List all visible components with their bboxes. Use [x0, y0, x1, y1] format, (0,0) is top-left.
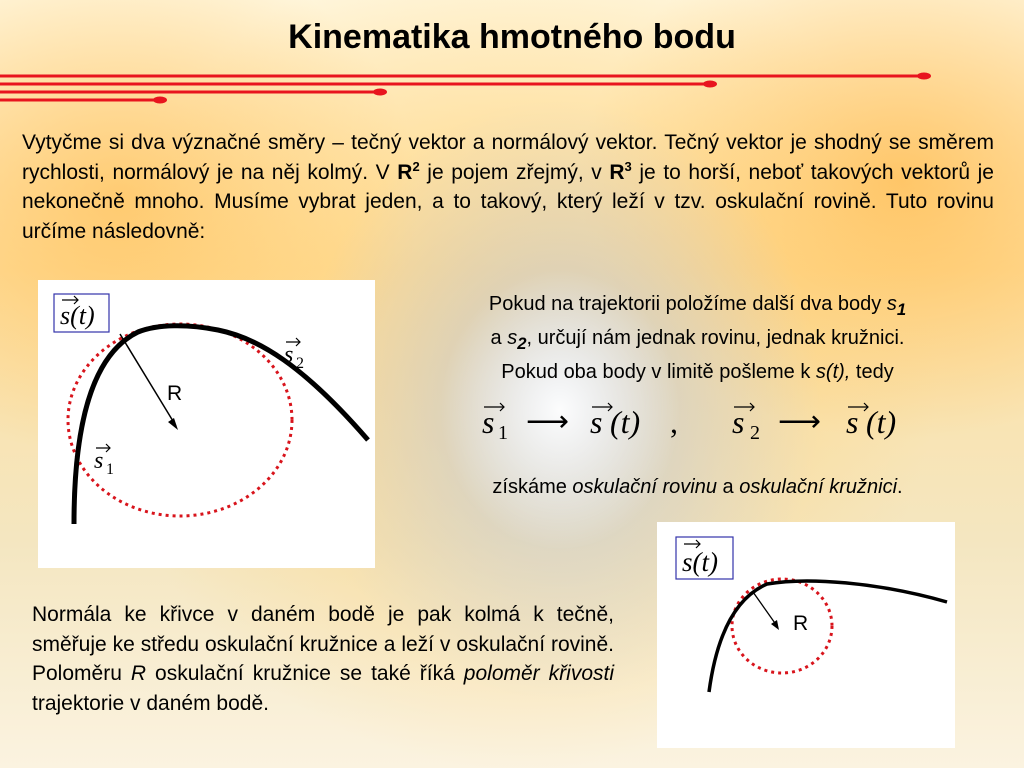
formula-s-b: s	[846, 404, 859, 440]
result-text-1: získáme	[492, 476, 573, 498]
formula-t1: (t)	[610, 404, 641, 440]
osculating-circle	[732, 579, 832, 673]
formula-s2: s	[732, 404, 745, 440]
bottom-text-1: Normála ke křivce v daném bodě je pak kolmá k tečně, směřuje ke středu oskulační kružnice a leží v oskulační rovině. Poloměru	[32, 603, 614, 685]
formula-s: s	[590, 404, 603, 440]
formula-arrow-2: ⟶	[778, 405, 822, 438]
s-symbol: s	[886, 293, 897, 315]
sub-2: 2	[517, 334, 527, 353]
intro-text-1: Vytyčme si dva význačné směry – tečný vektor a normálový vektor. Tečný vektor je shodný se směrem rychlosti, normálový je na něj kolmý. V	[22, 131, 994, 184]
intro-paragraph	[22, 128, 994, 246]
r2-exponent: 2	[412, 158, 420, 174]
decorative-red-lines	[0, 70, 940, 110]
st-symbol: s(t),	[815, 361, 851, 383]
sub-1: 1	[896, 300, 907, 319]
result-text-2: a	[716, 476, 740, 498]
s2-subscript: 2	[296, 355, 304, 372]
s-symbol: s	[507, 327, 518, 349]
middle-text-1: Pokud na trajektorii položíme další dva body	[488, 293, 887, 315]
r3-symbol: R	[609, 160, 625, 184]
formula-comma: ,	[670, 404, 678, 440]
r3-exponent: 3	[624, 158, 632, 174]
bottom-text-3: trajektorie v daném bodě.	[32, 691, 269, 715]
middle-line-3	[400, 358, 995, 387]
radius-arrowhead-icon	[168, 418, 178, 430]
radius-arrowhead-icon	[771, 620, 779, 630]
s1-subscript: 1	[106, 461, 114, 478]
radius-line	[120, 334, 176, 426]
osculating-circle-term: oskulační kružnici	[739, 476, 898, 498]
radius-line	[753, 592, 777, 626]
s1-label: s	[94, 448, 104, 474]
intro-text-3: je to horší, neboť takových vektorů je nekonečně mnoho. Musíme vybrat jeden, a to takový, který leží v tzv. oskulační rovině. Tuto rovinu určíme následovně:	[22, 160, 994, 243]
middle-text-3: , určují nám jednak rovinu, jednak kružnici.	[526, 327, 905, 349]
radius-label: R	[167, 382, 183, 405]
bottom-text-2: oskulační kružnice se také říká	[146, 662, 464, 685]
radius-label: R	[793, 612, 809, 635]
trajectory-curve	[709, 581, 947, 692]
intro-text-2: je pojem zřejmý, v	[419, 160, 610, 184]
bottom-paragraph	[32, 600, 614, 718]
r2-symbol: R	[397, 160, 413, 184]
st-label: s(t)	[60, 301, 95, 330]
result-line	[400, 473, 995, 501]
limit-formula	[470, 395, 940, 455]
middle-text-2: a	[490, 327, 508, 349]
st-label: s(t)	[682, 547, 718, 577]
osculating-circle	[68, 324, 292, 516]
middle-line-2	[400, 324, 995, 358]
slide-title: Kinematika hmotného bodu	[288, 18, 736, 56]
osculating-circle-figure-2	[657, 522, 955, 748]
middle-text	[400, 290, 995, 387]
radius-symbol: R	[130, 662, 147, 685]
middle-text-5: tedy	[850, 361, 894, 383]
curvature-radius-term: poloměr křivosti	[463, 662, 614, 685]
s2-label: s	[284, 342, 294, 368]
formula-t2: (t)	[866, 404, 897, 440]
middle-line-1	[400, 290, 995, 324]
osculating-plane-term: oskulační rovinu	[572, 476, 717, 498]
formula-sub1: 1	[498, 422, 508, 444]
osculating-circle-figure-1	[38, 280, 375, 568]
formula-arrow-1: ⟶	[526, 405, 570, 438]
middle-text-4: Pokud oba body v limitě pošleme k	[501, 361, 816, 383]
trajectory-curve	[74, 326, 368, 524]
formula-sub2: 2	[750, 422, 760, 444]
result-text-3: .	[897, 476, 903, 498]
formula-s1: s	[482, 404, 495, 440]
